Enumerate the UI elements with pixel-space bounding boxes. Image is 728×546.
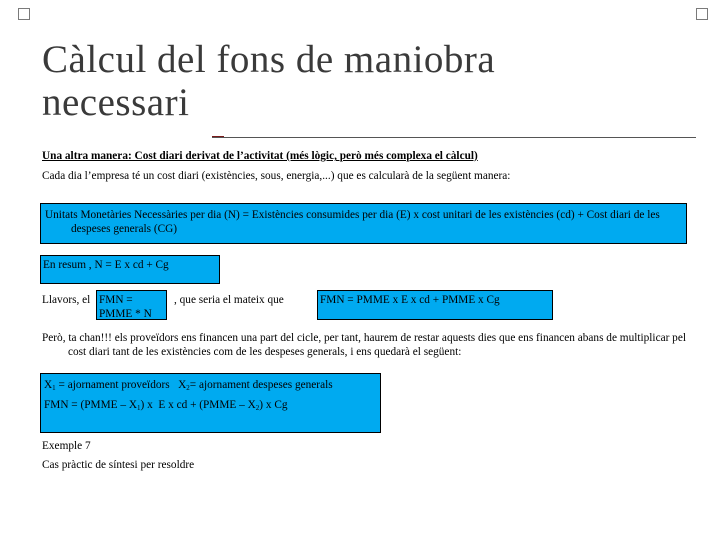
fmn-box-2 [317,290,553,320]
llavors-prefix: Llavors, el [42,294,91,306]
formula-definitions [44,378,380,392]
x2-symbol: X [178,379,187,391]
corner-square-left-icon [18,8,30,20]
x1-symbol: X [44,379,53,391]
slide-title [42,38,682,124]
x1-subscript: 1 [52,384,56,392]
exemple-text: Exemple 7 [42,440,91,452]
fmn-box-2-text: FMN = PMME x E x cd + PMME x Cg [320,294,500,306]
fmn-part-c: ) x Cg [259,399,288,411]
llavors-middle: , que seria el mateix que [174,294,284,306]
cas-practic-text: Cas pràctic de síntesi per resoldre [42,459,195,471]
fmn-part-a: FMN = (PMME – X [44,399,137,411]
section-heading: Una altra manera: Cost diari derivat de l’activitat (més lògic, però més complexa el càlcul) [42,150,478,162]
fmn-box-1 [96,290,167,320]
units-definition-text: Unitats Monetàries Necessàries per dia (N) = Existències consumides per dia (E) x cost unitari de les existències (cd) + Cost diari de les despeses generals (CG) [45,209,660,235]
summary-text: En resum , N = E x cd + Cg [43,259,169,271]
intro-text: Cada dia l’empresa té un cost diari (existències, sous, energia,...) que es calcularà de la següent manera: [42,170,511,182]
title-divider [212,137,696,138]
fmn-box-1-text: FMN = PMME * N [99,294,152,320]
x2-text: = ajornament despeses generals [189,379,333,391]
units-definition-box [40,203,687,244]
formula-fmn [44,398,380,412]
fmn-part-b: ) x E x cd + (PMME – X [140,399,256,411]
llavors-line [42,293,90,307]
corner-square-right-icon [696,8,708,20]
slide-title-line-1: Càlcul del fons de maniobra [42,38,496,81]
x1-text: = ajornament proveïdors [55,379,179,391]
top-decorative-bar [0,0,728,18]
formula-box [40,373,381,433]
summary-box [40,255,220,284]
pero-paragraph: Però, ta chan!!! els proveïdors ens financen una part del cicle, per tant, haurem de restar aquests dies que ens financen abans de multiplicar pel cost diari tant de les existències com de les despeses generals, i ens quedarà el següent: [42,332,686,358]
x2-subscript: 2 [186,384,190,392]
slide-title-line-2: necessari [42,81,190,124]
fmn-sub-1: 1 [137,404,141,412]
fmn-sub-2: 2 [255,404,260,412]
